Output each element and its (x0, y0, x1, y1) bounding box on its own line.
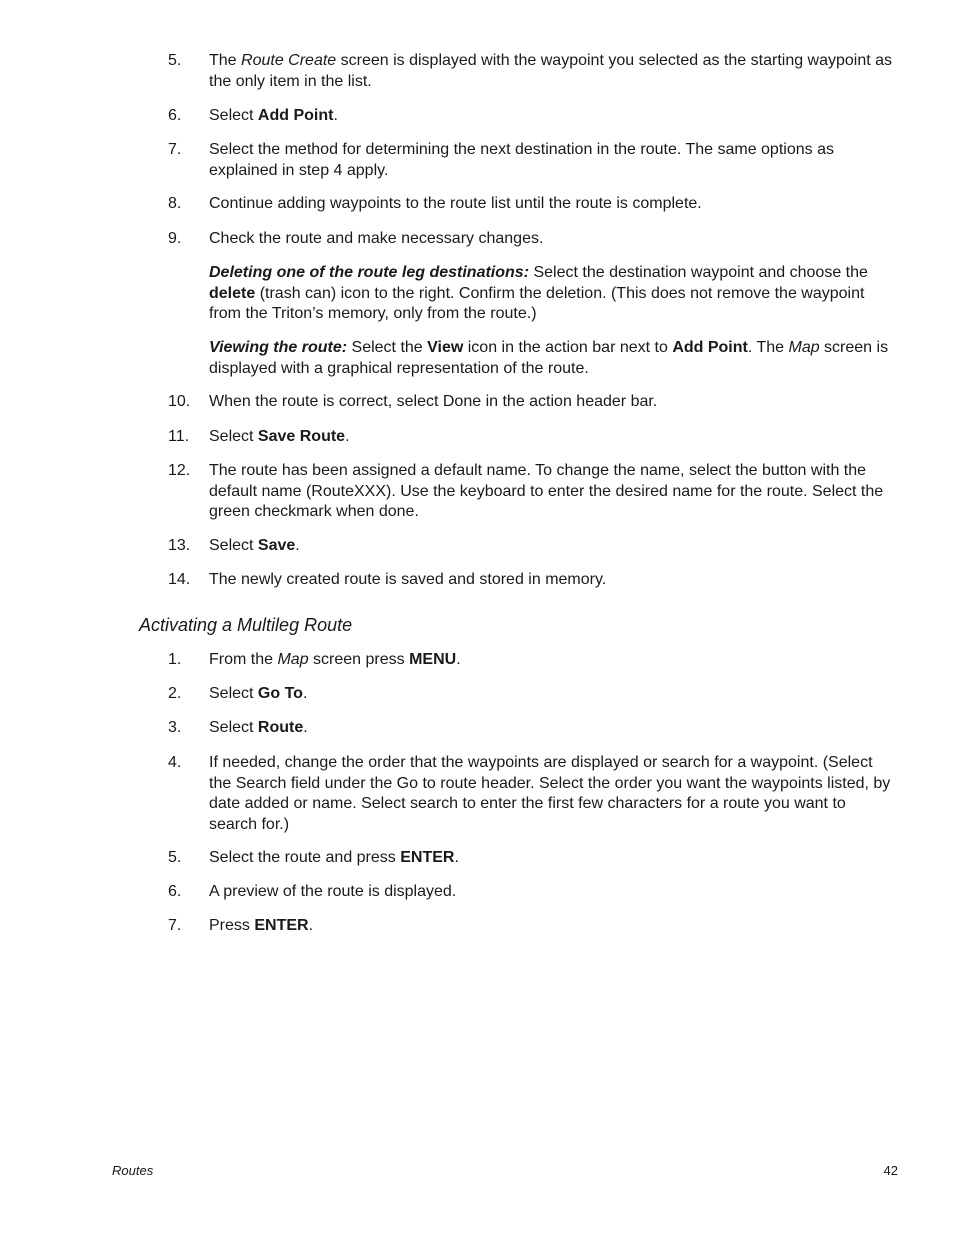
step-number: 7. (168, 917, 182, 934)
note-label: Deleting one of the route leg destinations: (209, 264, 530, 281)
step-text: Select the method for determining the next destination in the route. The same options as explained in step 4 apply. (209, 141, 834, 179)
page-number: 42 (883, 1163, 898, 1178)
step-text: From the Map screen press MENU. (209, 651, 461, 668)
step-text: The route has been assigned a default name. To change the name, select the button with the default name (RouteXXX). Use the keyboard to enter the desired name for the route. Select the green checkmark when done. (209, 462, 884, 520)
step-text: Press ENTER. (209, 917, 314, 934)
step-text: Continue adding waypoints to the route list until the route is complete. (209, 195, 702, 212)
list-item (168, 916, 894, 937)
step-number: 8. (168, 195, 182, 212)
list-item (168, 753, 894, 835)
list-item (168, 650, 894, 671)
list-item (168, 392, 894, 413)
step-text: If needed, change the order that the waypoints are displayed or search for a waypoint. (Select the Search field under the Go to route header. Select the order you want the waypoints listed, by date added or name. Select search to enter the first few characters for a route you want to search for.) (209, 754, 891, 833)
list-item (168, 684, 894, 705)
step-number: 13. (168, 537, 191, 554)
list-item (168, 718, 894, 739)
list-item (168, 848, 894, 869)
list-item (168, 229, 894, 250)
step-text: Select Route. (209, 719, 308, 736)
step-text: Select Go To. (209, 685, 308, 702)
note-viewing-route: Viewing the route: Select the View icon in the action bar next to Add Point. The Map screen is displayed with a graphical representation of the route. (209, 339, 889, 377)
step-text: The Route Create screen is displayed with the waypoint you selected as the starting waypoint as the only item in the list. (209, 52, 893, 90)
step-number: 14. (168, 571, 191, 588)
step-number: 5. (168, 849, 182, 866)
list-item (168, 536, 894, 557)
step-text: The newly created route is saved and stored in memory. (209, 571, 607, 588)
list-item (168, 140, 894, 181)
list-item (168, 882, 894, 903)
list-item (168, 51, 894, 92)
list-item (168, 461, 894, 523)
step-number: 6. (168, 107, 182, 124)
list-item (168, 427, 894, 448)
step-number: 11. (168, 428, 190, 445)
step-text: Select Save. (209, 537, 300, 554)
step-number: 1. (168, 651, 182, 668)
step-text: A preview of the route is displayed. (209, 883, 457, 900)
step-number: 4. (168, 754, 182, 771)
step-number: 3. (168, 719, 182, 736)
step-text: Check the route and make necessary changes. (209, 230, 544, 247)
step-text: Select Add Point. (209, 107, 338, 124)
step-number: 10. (168, 393, 191, 410)
list-item (168, 106, 894, 127)
step-number: 9. (168, 230, 182, 247)
note-label: Viewing the route: (209, 339, 348, 356)
step-number: 2. (168, 685, 182, 702)
step-number: 7. (168, 141, 182, 158)
list-item (168, 570, 894, 591)
step-text: Select Save Route. (209, 428, 350, 445)
step-text: When the route is correct, select Done in the action header bar. (209, 393, 658, 410)
list-item (168, 194, 894, 215)
step-number: 5. (168, 52, 182, 69)
step-number: 12. (168, 462, 191, 479)
section-heading: Activating a Multileg Route (139, 615, 353, 635)
step-text: Select the route and press ENTER. (209, 849, 459, 866)
footer-section-name: Routes (112, 1163, 154, 1178)
note-deleting-destinations: Deleting one of the route leg destinations: Select the destination waypoint and choose the delete (trash can) icon to the right. Confirm the deletion. (This does not remove the waypoint from the Triton’s memory, only from the route.) (209, 264, 868, 322)
step-number: 6. (168, 883, 182, 900)
